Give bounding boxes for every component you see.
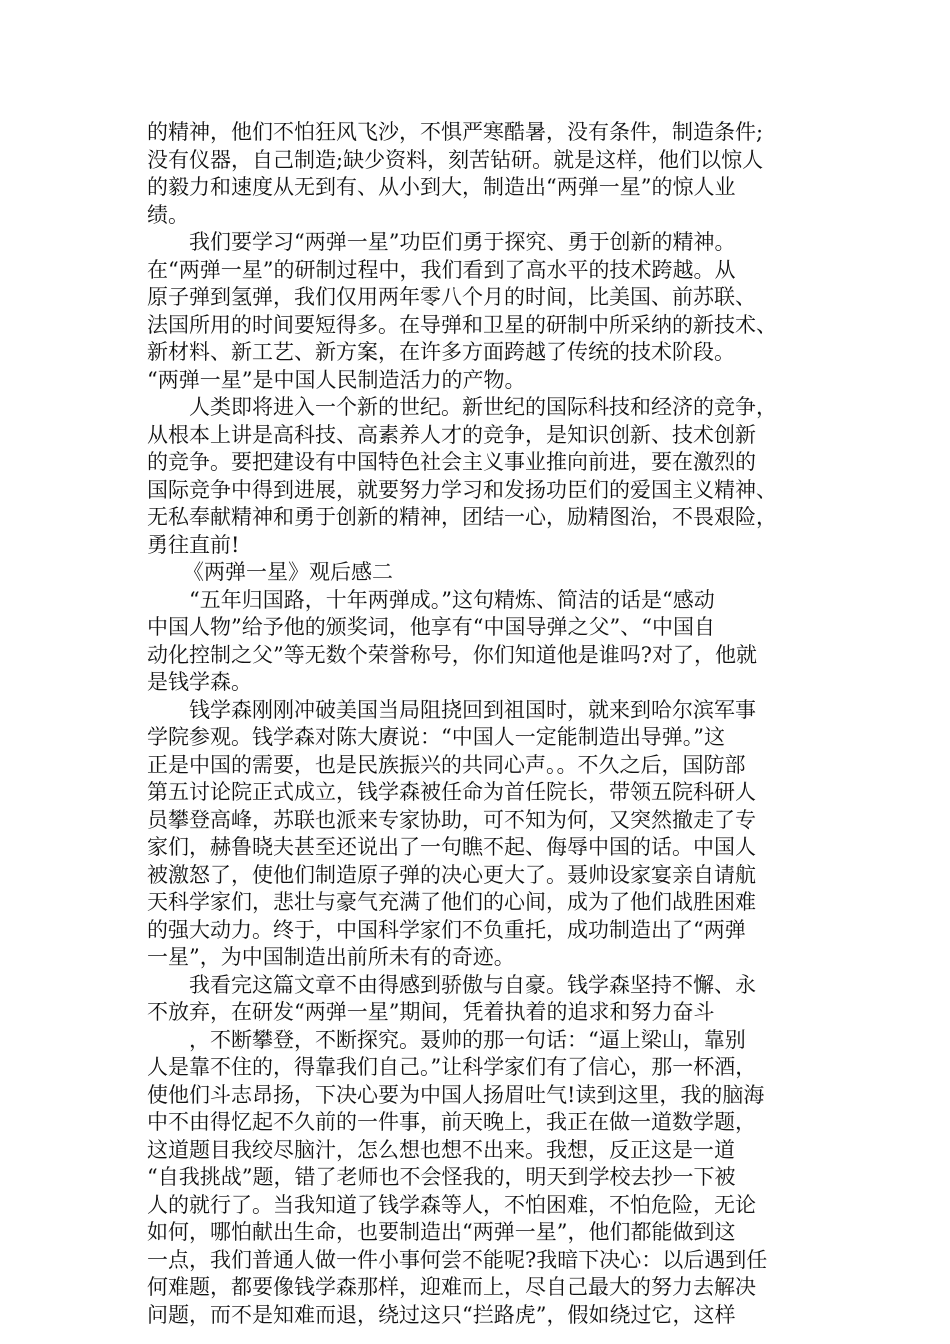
text-line: 人是靠不住的，得靠我们自己。”让科学家们有了信心，那一杯酒， [147,1055,757,1079]
text-line: 家们，赫鲁晓夫甚至还说出了一句瞧不起、侮辱中国的话。中国人 [147,835,756,859]
text-line: 是钱学森。 [147,670,252,694]
text-line: 的毅力和速度从无到有、从小到大，制造出“两弹一星”的惊人业 [147,175,736,199]
text-line: 学院参观。钱学森对陈大赓说：“中国人一定能制造出导弹。”这 [147,725,725,749]
text-line: 使他们斗志昂扬，下决心要为中国人扬眉吐气!读到这里，我的脑海 [147,1082,765,1107]
text-line: 被激怒了，使他们制造原子弹的决心更大了。聂帅设家宴亲自请航 [147,862,756,887]
text-line: 法国所用的时间要短得多。在导弹和卫星的研制中所采纳的新技术、 [147,312,777,337]
text-line: 的竞争。要把建设有中国特色社会主义事业推向前进，要在激烈的 [147,450,756,474]
text-line: 中不由得忆起不久前的一件事，前天晚上，我正在做一道数学题， [147,1110,756,1134]
text-line: “自我挑战”题，错了老师也不会怪我的，明天到学校去抄一下被 [147,1165,736,1189]
text-line: 在“两弹一星”的研制过程中，我们看到了高水平的技术跨越。从 [147,257,736,282]
text-line: 一星”，为中国制造出前所未有的奇迹。 [147,945,515,969]
text-line: 的精神，他们不怕狂风飞沙，不惧严寒酷暑，没有条件，制造条件; [147,120,764,144]
text-line: 绩。 [147,202,189,227]
text-line: “两弹一星”是中国人民制造活力的产物。 [147,367,526,392]
text-line: 没有仪器，自己制造;缺少资料，刻苦钻研。就是这样，他们以惊人 [147,147,764,172]
text-line: 中国人物”给予他的颁奖词，他享有“中国导弹之父”、“中国自 [147,615,715,639]
text-line: 这道题目我绞尽脑汁，怎么想也想不出来。我想，反正这是一道 [147,1137,735,1162]
text-line: 原子弹到氢弹，我们仅用两年零八个月的时间，比美国、前苏联、 [147,285,756,309]
text-line: 国际竞争中得到进展，就要努力学习和发扬功臣们的爱国主义精神、 [147,477,777,502]
text-line: 人的就行了。当我知道了钱学森等人，不怕困难，不怕危险，无论 [147,1192,756,1217]
text-line: 天科学家们，悲壮与豪气充满了他们的心间，成为了他们战胜困难 [147,890,756,914]
text-line: 动化控制之父”等无数个荣誉称号，你们知道他是谁吗?对了，他就 [147,642,757,667]
text-line: 问题，而不是知难而退，绕过这只“拦路虎”，假如绕过它，这样 [147,1302,736,1327]
text-line: 正是中国的需要，也是民族振兴的共同心声。。不久之后，国防部 [147,752,746,777]
text-line: 一点，我们普通人做一件小事何尝不能呢?我暗下决心：以后遇到任 [147,1247,768,1272]
text-line: 如何，哪怕献出生命，也要制造出“两弹一星”，他们都能做到这 [147,1220,736,1244]
section-title: 《两弹一星》观后感二 [183,560,393,584]
paragraph-start-line: 人类即将进入一个新的世纪。新世纪的国际科技和经济的竞争， [189,395,777,419]
text-line: 勇往直前! [147,532,240,557]
text-line: 员攀登高峰，苏联也派来专家协助，可不知为何，又突然撤走了专 [147,807,756,832]
text-line: ，不断攀登，不断探究。聂帅的那一句话：“逼上梁山，靠别 [189,1027,746,1052]
paragraph-start-line: 钱学森刚刚冲破美国当局阻挠回到祖国时，就来到哈尔滨军事 [189,697,756,722]
paragraph-start-line: “五年归国路，十年两弹成。”这句精炼、简洁的话是“感动 [189,587,715,612]
paragraph-start-line: 我们要学习“两弹一星”功臣们勇于探究、勇于创新的精神。 [189,230,736,254]
text-line: 第五讨论院正式成立，钱学森被任命为首任院长，带领五院科研人 [147,780,756,804]
text-line: 何难题，都要像钱学森那样，迎难而上，尽自己最大的努力去解决 [147,1275,756,1299]
text-line: 无私奉献精神和勇于创新的精神，团结一心，励精图治，不畏艰险， [147,505,777,529]
text-line: 的强大动力。终于，中国科学家们不负重托，成功制造出了“两弹 [147,917,746,942]
text-line: 新材料、新工艺、新方案，在许多方面跨越了传统的技术阶段。 [147,340,735,364]
document-body [147,119,827,1329]
text-line: 从根本上讲是高科技、高素养人才的竞争，是知识创新、技术创新 [147,422,756,447]
text-line: 不放弃，在研发“两弹一星”期间，凭着执着的追求和努力奋斗 [147,1000,715,1024]
paragraph-start-line: 我看完这篇文章不由得感到骄傲与自豪。钱学森坚持不懈、永 [189,972,756,997]
